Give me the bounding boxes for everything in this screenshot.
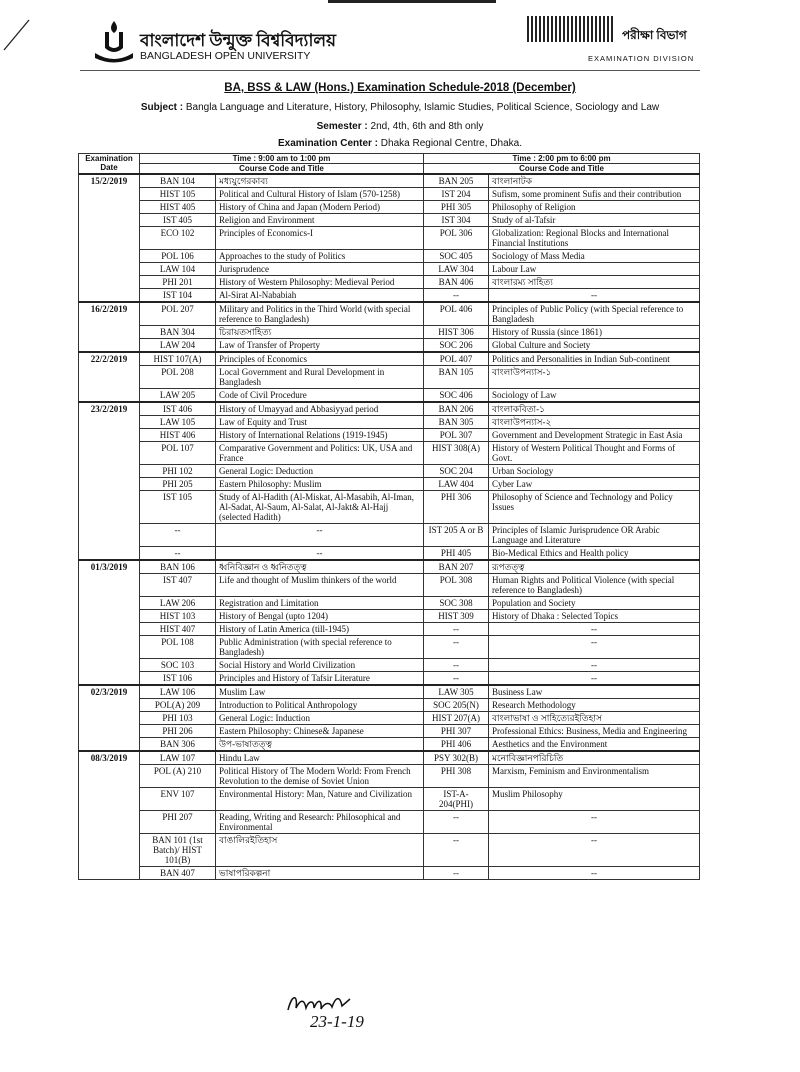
afternoon-course-title: -- bbox=[489, 636, 700, 659]
morning-course-code: POL 208 bbox=[140, 366, 216, 389]
afternoon-course-code: PHI 406 bbox=[424, 738, 489, 752]
table-row bbox=[79, 672, 700, 686]
afternoon-course-code: BAN 207 bbox=[424, 560, 489, 574]
schedule-body bbox=[79, 174, 700, 880]
morning-course-code: LAW 205 bbox=[140, 389, 216, 403]
afternoon-course-title: Philosophy of Religion bbox=[489, 201, 700, 214]
afternoon-course-title: Population and Society bbox=[489, 597, 700, 610]
afternoon-course-title: Cyber Law bbox=[489, 478, 700, 491]
afternoon-course-title: -- bbox=[489, 672, 700, 686]
table-row bbox=[79, 302, 700, 326]
afternoon-course-title: Labour Law bbox=[489, 263, 700, 276]
table-row bbox=[79, 276, 700, 289]
semester-line bbox=[0, 121, 800, 132]
morning-course-title: বাঙালিরইতিহাস bbox=[216, 834, 424, 867]
table-row bbox=[79, 174, 700, 188]
exam-center-line bbox=[0, 138, 800, 149]
afternoon-course-code: -- bbox=[424, 834, 489, 867]
table-row bbox=[79, 366, 700, 389]
table-row bbox=[79, 659, 700, 672]
morning-course-title: উপ-ভাষাতত্ত্ব bbox=[216, 738, 424, 752]
morning-course-title: Environmental History: Man, Nature and Civilization bbox=[216, 788, 424, 811]
morning-course-title: Comparative Government and Politics: UK, USA and France bbox=[216, 442, 424, 465]
table-row bbox=[79, 326, 700, 339]
morning-course-code: LAW 105 bbox=[140, 416, 216, 429]
morning-course-title: চিরায়তসাহিত্য bbox=[216, 326, 424, 339]
morning-course-code: POL 106 bbox=[140, 250, 216, 263]
afternoon-course-code: SOC 308 bbox=[424, 597, 489, 610]
afternoon-course-title: বাংলাভাষা ও সাহিত্যেরইতিহাস bbox=[489, 712, 700, 725]
afternoon-course-title: Business Law bbox=[489, 685, 700, 699]
morning-course-code: HIST 103 bbox=[140, 610, 216, 623]
afternoon-course-title: -- bbox=[489, 867, 700, 880]
page-header bbox=[0, 0, 800, 75]
morning-course-code: PHI 205 bbox=[140, 478, 216, 491]
afternoon-course-title: বাংলাউপন্যাস-২ bbox=[489, 416, 700, 429]
morning-course-code: SOC 103 bbox=[140, 659, 216, 672]
morning-course-title: History of International Relations (1919-1945) bbox=[216, 429, 424, 442]
afternoon-course-code: IST 304 bbox=[424, 214, 489, 227]
table-row bbox=[79, 834, 700, 867]
morning-course-code: HIST 107(A) bbox=[140, 352, 216, 366]
table-row bbox=[79, 478, 700, 491]
division-name-bn: পরীক্ষা বিভাগ bbox=[622, 28, 687, 42]
afternoon-course-title: Government and Development Strategic in East Asia bbox=[489, 429, 700, 442]
afternoon-course-code: IST 204 bbox=[424, 188, 489, 201]
morning-course-code: PHI 207 bbox=[140, 811, 216, 834]
morning-course-title: Social History and World Civilization bbox=[216, 659, 424, 672]
afternoon-course-code: HIST 207(A) bbox=[424, 712, 489, 725]
table-row bbox=[79, 610, 700, 623]
morning-course-code: -- bbox=[140, 524, 216, 547]
morning-course-title: History of Bengal (upto 1204) bbox=[216, 610, 424, 623]
morning-course-title: History of China and Japan (Modern Period) bbox=[216, 201, 424, 214]
afternoon-course-title: Global Culture and Society bbox=[489, 339, 700, 353]
morning-course-code: ENV 107 bbox=[140, 788, 216, 811]
subject-line bbox=[0, 102, 800, 113]
morning-course-title: History of Latin America (till-1945) bbox=[216, 623, 424, 636]
table-row bbox=[79, 811, 700, 834]
afternoon-course-code: PHI 308 bbox=[424, 765, 489, 788]
table-row bbox=[79, 429, 700, 442]
morning-course-title: Military and Politics in the Third World (with special reference to Bangladesh) bbox=[216, 302, 424, 326]
afternoon-course-title: Aesthetics and the Environment bbox=[489, 738, 700, 752]
table-row bbox=[79, 201, 700, 214]
table-row bbox=[79, 725, 700, 738]
schedule-table bbox=[78, 153, 700, 880]
pen-mark bbox=[2, 18, 32, 52]
afternoon-course-code: PHI 405 bbox=[424, 547, 489, 561]
afternoon-course-title: -- bbox=[489, 659, 700, 672]
morning-course-code: HIST 105 bbox=[140, 188, 216, 201]
morning-course-code: IST 407 bbox=[140, 574, 216, 597]
afternoon-course-code: PHI 305 bbox=[424, 201, 489, 214]
morning-course-title: Study of Al-Hadith (Al-Miskat, Al-Masabih, Al-Iman, Al-Sadat, Al-Saum, Al-Salat, Al-Jakt& Al-Hajj (selected Hadith) bbox=[216, 491, 424, 524]
morning-course-code: ECO 102 bbox=[140, 227, 216, 250]
afternoon-course-code: PSY 302(B) bbox=[424, 751, 489, 765]
afternoon-course-code: SOC 206 bbox=[424, 339, 489, 353]
table-row bbox=[79, 416, 700, 429]
afternoon-course-title: Professional Ethics: Business, Media and Engineering bbox=[489, 725, 700, 738]
table-row bbox=[79, 188, 700, 201]
morning-course-title: ধ্বনিবিজ্ঞান ও ধ্বনিতত্ত্ব bbox=[216, 560, 424, 574]
signature-date: 23-1-19 bbox=[310, 1012, 364, 1031]
afternoon-course-code: IST-A-204(PHI) bbox=[424, 788, 489, 811]
table-row bbox=[79, 699, 700, 712]
morning-course-title: Local Government and Rural Development in Bangladesh bbox=[216, 366, 424, 389]
afternoon-course-code: BAN 105 bbox=[424, 366, 489, 389]
morning-course-code: PHI 102 bbox=[140, 465, 216, 478]
afternoon-course-code: IST 205 A or B bbox=[424, 524, 489, 547]
morning-course-code: LAW 106 bbox=[140, 685, 216, 699]
morning-course-title: General Logic: Induction bbox=[216, 712, 424, 725]
morning-course-title: Eastern Philosophy: Muslim bbox=[216, 478, 424, 491]
morning-course-title: History of Umayyad and Abbasiyyad period bbox=[216, 402, 424, 416]
morning-course-title: ভাষাপরিকল্পনা bbox=[216, 867, 424, 880]
afternoon-course-code: BAN 406 bbox=[424, 276, 489, 289]
morning-course-title: মধ্যযুগেরকাব্য bbox=[216, 174, 424, 188]
table-row bbox=[79, 788, 700, 811]
morning-course-code: POL(A) 209 bbox=[140, 699, 216, 712]
afternoon-course-code: BAN 206 bbox=[424, 402, 489, 416]
morning-course-title: Religion and Environment bbox=[216, 214, 424, 227]
exam-date-cell: 16/2/2019 bbox=[79, 302, 140, 352]
table-row bbox=[79, 867, 700, 880]
table-row bbox=[79, 623, 700, 636]
morning-course-code: -- bbox=[140, 547, 216, 561]
exam-center-label: Examination Center : bbox=[277, 138, 379, 149]
exam-date-cell: 01/3/2019 bbox=[79, 560, 140, 685]
date-column-header: Examination Date bbox=[79, 154, 140, 175]
afternoon-course-title: Urban Sociology bbox=[489, 465, 700, 478]
document-title: BA, BSS & LAW (Hons.) Examination Schedule-2018 (December) bbox=[224, 82, 576, 94]
exam-date-cell: 23/2/2019 bbox=[79, 402, 140, 560]
subject-label: Subject : bbox=[140, 102, 184, 113]
morning-course-code: LAW 104 bbox=[140, 263, 216, 276]
table-row bbox=[79, 491, 700, 524]
morning-course-title: Principles of Economics bbox=[216, 352, 424, 366]
exam-date-cell: 08/3/2019 bbox=[79, 751, 140, 880]
morning-course-title: Principles and History of Tafsir Literature bbox=[216, 672, 424, 686]
afternoon-course-code: HIST 309 bbox=[424, 610, 489, 623]
morning-course-code: BAN 106 bbox=[140, 560, 216, 574]
morning-course-code: HIST 407 bbox=[140, 623, 216, 636]
afternoon-course-code: HIST 308(A) bbox=[424, 442, 489, 465]
table-row bbox=[79, 560, 700, 574]
afternoon-course-code: SOC 204 bbox=[424, 465, 489, 478]
afternoon-course-title: Muslim Philosophy bbox=[489, 788, 700, 811]
morning-course-title: Al-Sirat Al-Nababiah bbox=[216, 289, 424, 303]
exam-date-cell: 22/2/2019 bbox=[79, 352, 140, 402]
table-row bbox=[79, 263, 700, 276]
afternoon-course-title: Sociology of Mass Media bbox=[489, 250, 700, 263]
table-row bbox=[79, 339, 700, 353]
table-row bbox=[79, 765, 700, 788]
table-row bbox=[79, 738, 700, 752]
afternoon-course-title: Human Rights and Political Violence (with special reference to Bangladesh) bbox=[489, 574, 700, 597]
afternoon-course-code: PHI 306 bbox=[424, 491, 489, 524]
subject-value: Bangla Language and Literature, History, Philosophy, Islamic Studies, Political Science, Sociology and Law bbox=[183, 102, 660, 113]
afternoon-course-title: বাংলাকবিতা-১ bbox=[489, 402, 700, 416]
afternoon-course-code: POL 306 bbox=[424, 227, 489, 250]
afternoon-course-code: POL 407 bbox=[424, 352, 489, 366]
table-row bbox=[79, 547, 700, 561]
morning-course-code: BAN 407 bbox=[140, 867, 216, 880]
afternoon-course-title: Sufism, some prominent Sufis and their contribution bbox=[489, 188, 700, 201]
morning-course-code: HIST 406 bbox=[140, 429, 216, 442]
scan-artifact-bar bbox=[328, 0, 496, 3]
morning-course-title: Public Administration (with special reference to Bangladesh) bbox=[216, 636, 424, 659]
morning-course-title: Law of Equity and Trust bbox=[216, 416, 424, 429]
morning-course-title: Jurisprudence bbox=[216, 263, 424, 276]
table-row bbox=[79, 289, 700, 303]
afternoon-course-code: SOC 205(N) bbox=[424, 699, 489, 712]
afternoon-course-title: Bio-Medical Ethics and Health policy bbox=[489, 547, 700, 561]
stamp-graphic bbox=[527, 16, 613, 42]
table-row bbox=[79, 751, 700, 765]
morning-course-code: HIST 405 bbox=[140, 201, 216, 214]
morning-course-code: BAN 304 bbox=[140, 326, 216, 339]
morning-course-title: Reading, Writing and Research: Philosophical and Environmental bbox=[216, 811, 424, 834]
table-row bbox=[79, 524, 700, 547]
table-row bbox=[79, 389, 700, 403]
morning-course-code: POL (A) 210 bbox=[140, 765, 216, 788]
morning-course-code: POL 108 bbox=[140, 636, 216, 659]
university-name-bn: বাংলাদেশ উন্মুক্ত বিশ্ববিদ্যালয় bbox=[140, 31, 337, 50]
morning-time-header: Time : 9:00 am to 1:00 pm bbox=[140, 154, 424, 164]
morning-course-code: IST 106 bbox=[140, 672, 216, 686]
morning-course-title: -- bbox=[216, 547, 424, 561]
afternoon-course-title: বাংলানাটক bbox=[489, 174, 700, 188]
morning-course-title: Political History of The Modern World: From French Revolution to the demise of Soviet Union bbox=[216, 765, 424, 788]
afternoon-course-title: Principles of Public Policy (with Special reference to Bangladesh bbox=[489, 302, 700, 326]
afternoon-course-header: Course Code and Title bbox=[424, 164, 700, 175]
morning-course-code: BAN 104 bbox=[140, 174, 216, 188]
afternoon-course-code: -- bbox=[424, 623, 489, 636]
table-row bbox=[79, 465, 700, 478]
morning-course-header: Course Code and Title bbox=[140, 164, 424, 175]
afternoon-course-code: POL 406 bbox=[424, 302, 489, 326]
university-name-en: BANGLADESH OPEN UNIVERSITY bbox=[140, 50, 311, 62]
afternoon-course-title: History of Russia (since 1861) bbox=[489, 326, 700, 339]
afternoon-course-title: -- bbox=[489, 289, 700, 303]
afternoon-course-title: বাংলারম্য সাহিত্য bbox=[489, 276, 700, 289]
table-row bbox=[79, 442, 700, 465]
afternoon-course-title: Marxism, Feminism and Environmentalism bbox=[489, 765, 700, 788]
header-divider bbox=[80, 70, 700, 71]
semester-value: 2nd, 4th, 6th and 8th only bbox=[367, 121, 484, 132]
morning-course-code: LAW 206 bbox=[140, 597, 216, 610]
morning-course-code: POL 207 bbox=[140, 302, 216, 326]
morning-course-title: History of Western Philosophy: Medieval Period bbox=[216, 276, 424, 289]
afternoon-course-code: LAW 404 bbox=[424, 478, 489, 491]
morning-course-code: BAN 306 bbox=[140, 738, 216, 752]
morning-course-code: IST 405 bbox=[140, 214, 216, 227]
morning-course-title: Eastern Philosophy: Chinese& Japanese bbox=[216, 725, 424, 738]
morning-course-title: Code of Civil Procedure bbox=[216, 389, 424, 403]
morning-course-title: Introduction to Political Anthropology bbox=[216, 699, 424, 712]
morning-course-code: POL 107 bbox=[140, 442, 216, 465]
morning-course-title: Registration and Limitation bbox=[216, 597, 424, 610]
afternoon-course-title: Sociology of Law bbox=[489, 389, 700, 403]
afternoon-course-code: -- bbox=[424, 289, 489, 303]
table-row bbox=[79, 597, 700, 610]
afternoon-course-title: -- bbox=[489, 811, 700, 834]
afternoon-course-title: History of Dhaka : Selected Topics bbox=[489, 610, 700, 623]
afternoon-course-code: LAW 305 bbox=[424, 685, 489, 699]
morning-course-title: Hindu Law bbox=[216, 751, 424, 765]
afternoon-course-code: LAW 304 bbox=[424, 263, 489, 276]
semester-label: Semester : bbox=[316, 121, 368, 132]
morning-course-code: IST 406 bbox=[140, 402, 216, 416]
table-row bbox=[79, 214, 700, 227]
afternoon-course-code: BAN 305 bbox=[424, 416, 489, 429]
afternoon-course-code: -- bbox=[424, 636, 489, 659]
exam-center-value: Dhaka Regional Centre, Dhaka. bbox=[378, 138, 522, 149]
table-row bbox=[79, 227, 700, 250]
morning-course-title: -- bbox=[216, 524, 424, 547]
table-row bbox=[79, 402, 700, 416]
morning-course-title: Principles of Economics-I bbox=[216, 227, 424, 250]
table-row bbox=[79, 250, 700, 263]
afternoon-course-code: HIST 306 bbox=[424, 326, 489, 339]
afternoon-course-title: -- bbox=[489, 623, 700, 636]
afternoon-course-code: SOC 406 bbox=[424, 389, 489, 403]
afternoon-course-title: Globalization: Regional Blocks and International Financial Institutions bbox=[489, 227, 700, 250]
afternoon-course-title: Politics and Personalities in Indian Sub-continent bbox=[489, 352, 700, 366]
afternoon-course-title: মনোবিজ্ঞানপরিচিতি bbox=[489, 751, 700, 765]
afternoon-course-code: POL 308 bbox=[424, 574, 489, 597]
table-row bbox=[79, 636, 700, 659]
afternoon-course-title: বাংলাউপন্যাস-১ bbox=[489, 366, 700, 389]
morning-course-title: Political and Cultural History of Islam (570-1258) bbox=[216, 188, 424, 201]
table-row bbox=[79, 574, 700, 597]
afternoon-course-title: -- bbox=[489, 834, 700, 867]
afternoon-course-code: SOC 405 bbox=[424, 250, 489, 263]
afternoon-course-title: History of Western Political Thought and Forms of Govt. bbox=[489, 442, 700, 465]
afternoon-course-code: PHI 307 bbox=[424, 725, 489, 738]
morning-course-title: Life and thought of Muslim thinkers of the world bbox=[216, 574, 424, 597]
morning-course-title: Muslim Law bbox=[216, 685, 424, 699]
afternoon-course-code: -- bbox=[424, 867, 489, 880]
afternoon-course-title: Study of al-Tafsir bbox=[489, 214, 700, 227]
morning-course-title: General Logic: Deduction bbox=[216, 465, 424, 478]
table-row bbox=[79, 712, 700, 725]
afternoon-course-title: রূপতত্ত্ব bbox=[489, 560, 700, 574]
table-row bbox=[79, 685, 700, 699]
division-name-en: EXAMINATION DIVISION bbox=[588, 54, 695, 63]
university-logo-icon bbox=[92, 17, 136, 65]
table-row bbox=[79, 352, 700, 366]
afternoon-course-code: BAN 205 bbox=[424, 174, 489, 188]
afternoon-course-title: Philosophy of Science and Technology and Policy Issues bbox=[489, 491, 700, 524]
morning-course-title: Law of Transfer of Property bbox=[216, 339, 424, 353]
afternoon-course-title: Principles of Islamic Jurisprudence OR Arabic Language and Literature bbox=[489, 524, 700, 547]
afternoon-time-header: Time : 2:00 pm to 6:00 pm bbox=[424, 154, 700, 164]
afternoon-course-code: -- bbox=[424, 811, 489, 834]
morning-course-code: BAN 101 (1st Batch)/ HIST 101(B) bbox=[140, 834, 216, 867]
morning-course-code: LAW 204 bbox=[140, 339, 216, 353]
morning-course-code: PHI 201 bbox=[140, 276, 216, 289]
morning-course-code: IST 104 bbox=[140, 289, 216, 303]
afternoon-course-code: -- bbox=[424, 659, 489, 672]
exam-date-cell: 02/3/2019 bbox=[79, 685, 140, 751]
morning-course-title: Approaches to the study of Politics bbox=[216, 250, 424, 263]
afternoon-course-title: Research Methodology bbox=[489, 699, 700, 712]
afternoon-course-code: -- bbox=[424, 672, 489, 686]
morning-course-code: PHI 103 bbox=[140, 712, 216, 725]
morning-course-code: IST 105 bbox=[140, 491, 216, 524]
afternoon-course-code: POL 307 bbox=[424, 429, 489, 442]
morning-course-code: PHI 206 bbox=[140, 725, 216, 738]
exam-date-cell: 15/2/2019 bbox=[79, 174, 140, 302]
morning-course-code: LAW 107 bbox=[140, 751, 216, 765]
